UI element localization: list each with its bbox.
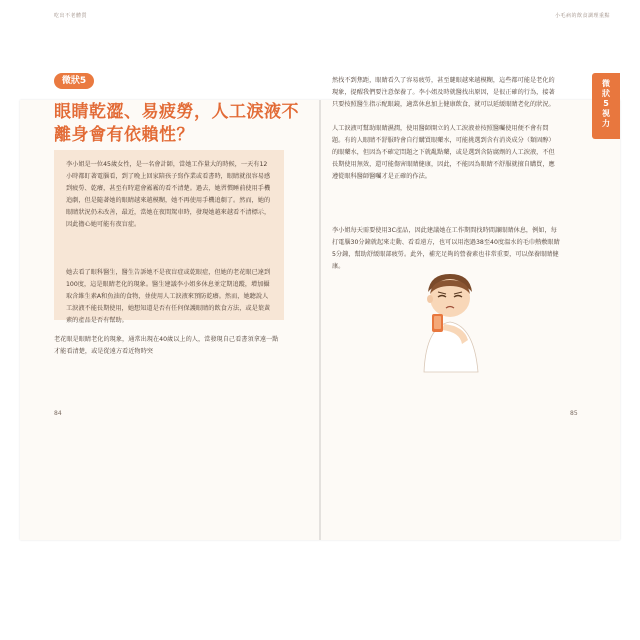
- page-number-right: 85: [570, 410, 578, 417]
- body-text-left: 老花眼是眼睛老化的現象，通常出現在40歲以上的人，當發現自己看書須拿遠一點才能看清楚，或是從遠方看近物時突: [54, 336, 279, 355]
- body-paragraph-2: 人工淚液可幫助眼睛濕潤，使用醫師開立的人工淚液並按照醫囑使用便不會有問題。有的人眼睛不舒服時會自行購買眼藥水，可能挑選到含有消炎成分（類固醇）的眼藥水，但因為不確定問題之下就亂點藥，或是選到含防腐劑的人工淚液，不但長期使用無效，還可能傷害眼睛健康，因此，不能因為眼睛不舒服就擅自購買，應遵從眼科醫師醫囑才是正確的作法。: [332, 125, 555, 180]
- page-title-line-2: 離身會有依賴性？: [54, 125, 194, 145]
- page-title-line-1: 眼睛乾澀、易疲勞，人工淚液不: [54, 102, 299, 122]
- body-paragraph-3: 李小姐每天需要使用3C產品，因此建議她在工作期間找時間讓眼睛休息，例如，每打電腦30分鐘就起來走動、看看遠方，也可以用泡過38至40度溫水的毛巾熱敷眼睛5分鐘，幫助舒緩眼部疲勞。此外，補充足夠的營養素也非常重要，可以保養眼睛健康。: [332, 227, 560, 270]
- case-study-box: [54, 150, 284, 324]
- running-head-right: 小毛病的飲食調理重點: [554, 13, 610, 19]
- running-head-left: 吃出不老體質: [54, 13, 88, 19]
- chapter-side-tab: [592, 73, 620, 139]
- side-tab-label-1: 微狀5: [602, 79, 610, 108]
- case-paragraph-2: 她去看了眼科醫生，醫生告訴她不是夜盲症或乾眼症，但她的老花眼已達到100度，這是眼睛老化的現象。醫生建議李小姐多休息並定期追蹤，增加攝取含維生素A和魚油的食物，並使用人工淚液來預防乾癢。然而，她聽說人工淚液不能長期使用，她想知道是否有任何保護眼睛的飲食方法，或是葉黃素的產品是否有幫助。: [66, 269, 271, 324]
- case-paragraph-1: 李小姐是一位45歲女性，是一名會計師，當她工作量大的時候，一天有12小時都盯著電腦看，到了晚上回家陪孩子寫作業或看書時，眼睛就很容易感到疲勞、乾癢，甚至有時還會霧霧的看不清楚。過去，她習慣睡前使用手機追劇，但是隨著她的眼睛越來越模糊，她不再使用手機追劇了。然而，她的眼睛狀況仍未改善，最近，當她在夜間駕車時，發現她越來越看不清標示，因此擔心她可能有夜盲症。: [66, 161, 271, 228]
- side-tab-label-2: 視力: [602, 109, 610, 128]
- body-paragraph-1: 然找不到焦距，眼睛看久了容易疲勞，甚至瞇眼越來越模糊，這些都可能是老化的現象，提醒我們要注意保養了。李小姐及時就醫找出原因，是很正確的行為，接著只要按照醫生指示配眼鏡，適當休息加上健康飲食，就可以延緩眼睛老化的狀況。: [332, 77, 555, 108]
- book-gutter: [319, 100, 321, 540]
- tired-eyes-phone-illustration: [416, 270, 488, 372]
- page-number-left: 84: [54, 410, 62, 417]
- symptom-tag: 微狀5: [54, 73, 94, 89]
